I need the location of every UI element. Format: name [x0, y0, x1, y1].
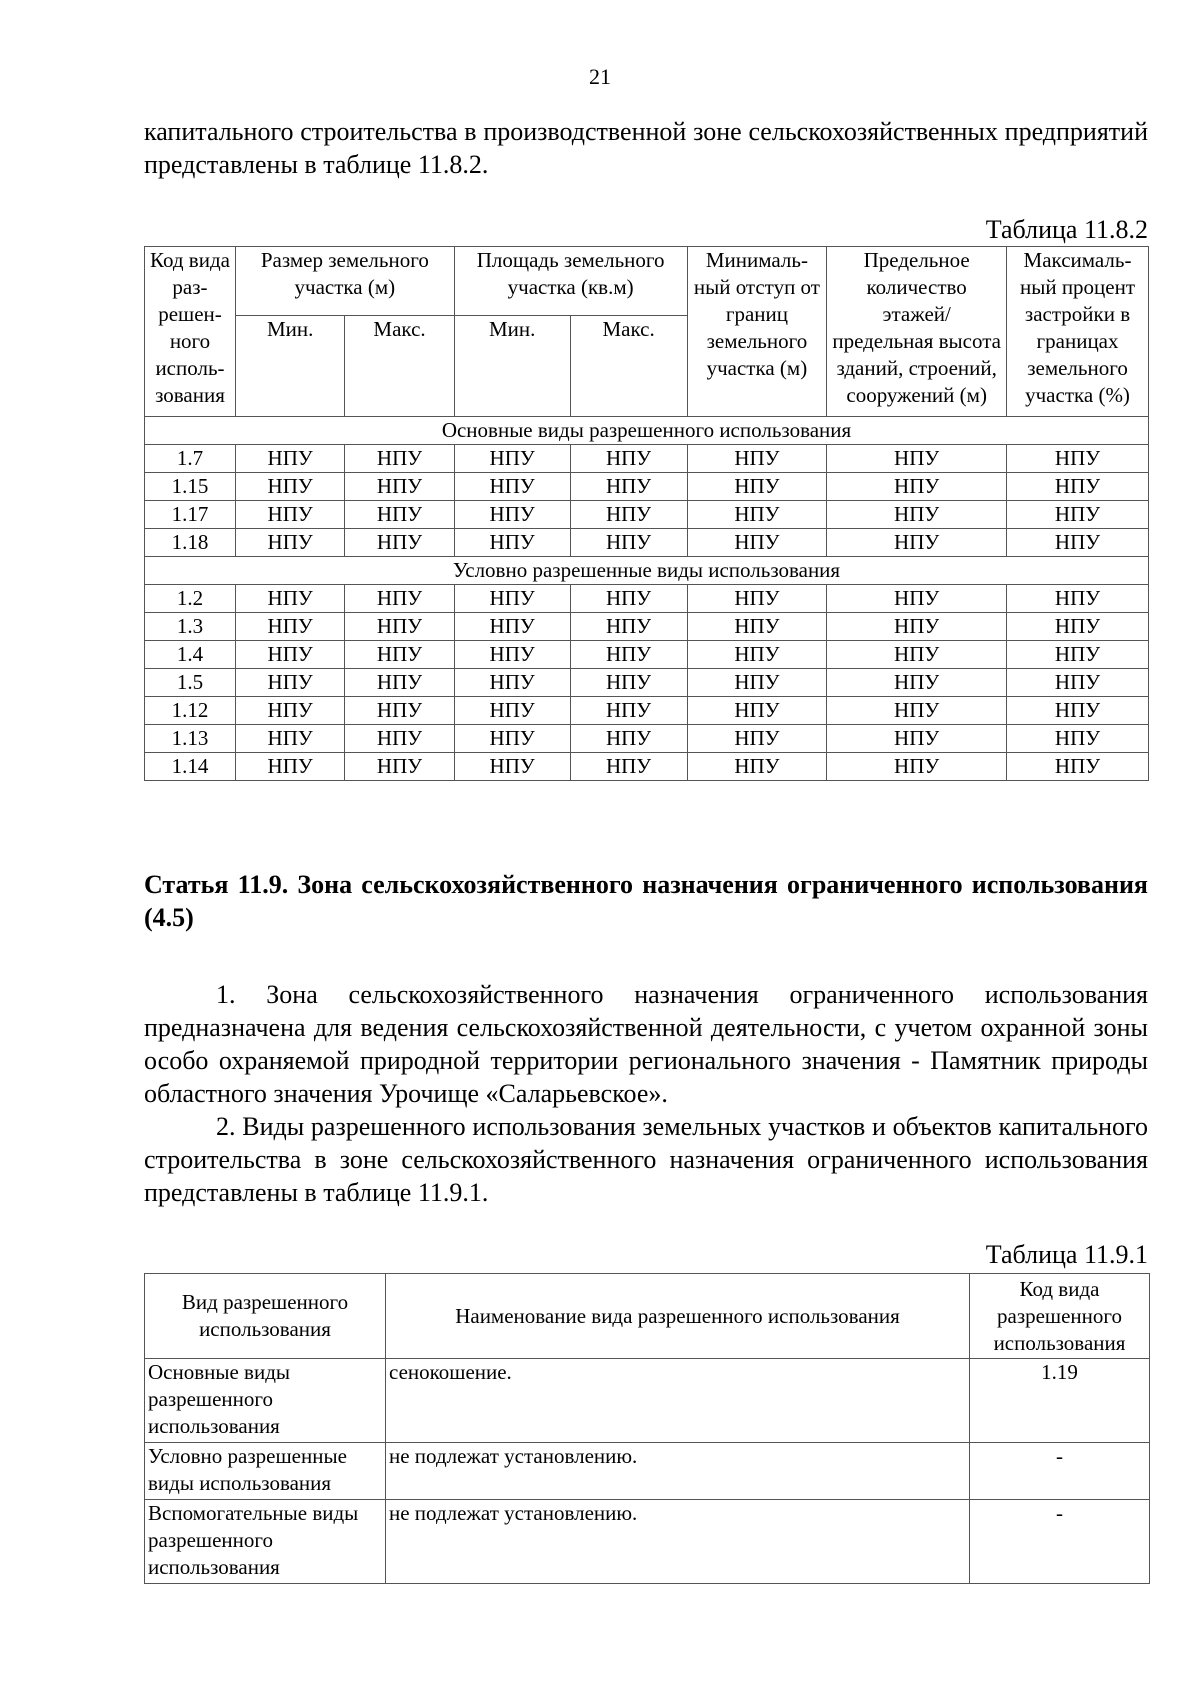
page-number: 21	[589, 64, 611, 89]
code-cell: 1.17	[145, 501, 236, 529]
value-cell: НПУ	[454, 697, 570, 725]
value-cell: НПУ	[687, 753, 827, 781]
table-row	[145, 473, 1149, 501]
section-row	[145, 557, 1149, 585]
value-cell: НПУ	[1007, 501, 1149, 529]
code-cell: 1.12	[145, 697, 236, 725]
code-cell: 1.2	[145, 585, 236, 613]
kind-cell: Основные виды разрешенного использования	[145, 1359, 386, 1443]
name-cell: сенокошение.	[386, 1359, 970, 1443]
header-max-coverage: Максималь-ный процент застройки в границах земельного участка (%)	[1007, 247, 1149, 417]
table-row	[145, 501, 1149, 529]
value-cell: НПУ	[687, 641, 827, 669]
header-min-setback: Минималь-ный отступ от границ земельного участка (м)	[687, 247, 827, 417]
value-cell: НПУ	[1007, 613, 1149, 641]
article-body	[144, 978, 1148, 1209]
table-row	[145, 697, 1149, 725]
value-cell: НПУ	[687, 445, 827, 473]
value-cell: НПУ	[1007, 585, 1149, 613]
value-cell: НПУ	[235, 669, 344, 697]
value-cell: НПУ	[570, 501, 687, 529]
code-cell: 1.14	[145, 753, 236, 781]
code-cell: -	[970, 1443, 1150, 1500]
value-cell: НПУ	[235, 753, 344, 781]
value-cell: НПУ	[687, 529, 827, 557]
value-cell: НПУ	[1007, 529, 1149, 557]
value-cell: НПУ	[454, 473, 570, 501]
value-cell: НПУ	[345, 613, 454, 641]
value-cell: НПУ	[570, 641, 687, 669]
value-cell: НПУ	[454, 585, 570, 613]
value-cell: НПУ	[345, 445, 454, 473]
header-kind: Вид разрешенного использования	[145, 1274, 386, 1359]
table-caption: Таблица 11.8.2	[985, 215, 1148, 244]
value-cell: НПУ	[687, 725, 827, 753]
value-cell: НПУ	[827, 725, 1007, 753]
paragraph: 2. Виды разрешенного использования земельных участков и объектов капитального строительства в зоне сельскохозяйственного назначения ограниченного использования представлены в таблице 11.9.1.	[144, 1112, 1148, 1207]
value-cell: НПУ	[235, 613, 344, 641]
value-cell: НПУ	[235, 445, 344, 473]
code-cell: 1.4	[145, 641, 236, 669]
header-min: Мин.	[235, 316, 344, 417]
value-cell: НПУ	[235, 725, 344, 753]
header-min: Мин.	[454, 316, 570, 417]
value-cell: НПУ	[235, 585, 344, 613]
value-cell: НПУ	[827, 473, 1007, 501]
value-cell: НПУ	[827, 753, 1007, 781]
header-max-floors: Предельное количество этажей/ предельная высота зданий, строений, сооружений (м)	[827, 247, 1007, 417]
value-cell: НПУ	[1007, 445, 1149, 473]
table-row	[145, 1359, 1150, 1443]
table-row	[145, 1500, 1150, 1584]
value-cell: НПУ	[827, 697, 1007, 725]
value-cell: НПУ	[454, 501, 570, 529]
value-cell: НПУ	[345, 501, 454, 529]
table-row	[145, 725, 1149, 753]
value-cell: НПУ	[687, 473, 827, 501]
code-cell: 1.3	[145, 613, 236, 641]
header-name: Наименование вида разрешенного использования	[386, 1274, 970, 1359]
value-cell: НПУ	[687, 585, 827, 613]
value-cell: НПУ	[345, 585, 454, 613]
value-cell: НПУ	[454, 641, 570, 669]
value-cell: НПУ	[1007, 725, 1149, 753]
code-cell: -	[970, 1500, 1150, 1584]
header-code: Код вида разрешенного использования	[970, 1274, 1150, 1359]
table-row	[145, 641, 1149, 669]
intro-paragraph: капитального строительства в производственной зоне сельскохозяйственных предприятий представлены в таблице 11.8.2.	[144, 117, 1148, 179]
table-row	[145, 669, 1149, 697]
value-cell: НПУ	[1007, 697, 1149, 725]
value-cell: НПУ	[1007, 669, 1149, 697]
value-cell: НПУ	[570, 753, 687, 781]
value-cell: НПУ	[687, 501, 827, 529]
value-cell: НПУ	[235, 501, 344, 529]
value-cell: НПУ	[454, 669, 570, 697]
value-cell: НПУ	[827, 585, 1007, 613]
value-cell: НПУ	[345, 473, 454, 501]
value-cell: НПУ	[454, 613, 570, 641]
value-cell: НПУ	[687, 697, 827, 725]
value-cell: НПУ	[687, 669, 827, 697]
permitted-use-table	[144, 1273, 1150, 1584]
section-title: Условно разрешенные виды использования	[145, 557, 1149, 585]
value-cell: НПУ	[570, 445, 687, 473]
value-cell: НПУ	[1007, 641, 1149, 669]
value-cell: НПУ	[570, 529, 687, 557]
table-row	[145, 529, 1149, 557]
zone-parameters-table	[144, 246, 1149, 781]
name-cell: не подлежат установлению.	[386, 1443, 970, 1500]
header-code: Код вида раз-решен-ного исполь-зования	[145, 247, 236, 417]
value-cell: НПУ	[235, 473, 344, 501]
table-row	[145, 1443, 1150, 1500]
code-cell: 1.19	[970, 1359, 1150, 1443]
value-cell: НПУ	[345, 641, 454, 669]
value-cell: НПУ	[570, 473, 687, 501]
value-cell: НПУ	[570, 725, 687, 753]
value-cell: НПУ	[345, 529, 454, 557]
code-cell: 1.15	[145, 473, 236, 501]
value-cell: НПУ	[827, 529, 1007, 557]
value-cell: НПУ	[827, 669, 1007, 697]
value-cell: НПУ	[687, 613, 827, 641]
kind-cell: Вспомогательные виды разрешенного использования	[145, 1500, 386, 1584]
value-cell: НПУ	[570, 585, 687, 613]
value-cell: НПУ	[570, 697, 687, 725]
value-cell: НПУ	[827, 501, 1007, 529]
table-body	[145, 417, 1149, 781]
value-cell: НПУ	[235, 529, 344, 557]
value-cell: НПУ	[454, 725, 570, 753]
value-cell: НПУ	[570, 613, 687, 641]
header-plot-area: Площадь земельного участка (кв.м)	[454, 247, 687, 316]
table-row	[145, 753, 1149, 781]
value-cell: НПУ	[235, 697, 344, 725]
header-max: Макс.	[345, 316, 454, 417]
value-cell: НПУ	[345, 725, 454, 753]
paragraph: 1. Зона сельскохозяйственного назначения ограниченного использования предназначена для ведения сельскохозяйственной деятельности, с учетом охранной зоны особо охраняемой природной территории регионального значения - Памятник природы областного значения Урочище «Саларьевское».	[144, 980, 1148, 1108]
value-cell: НПУ	[345, 697, 454, 725]
value-cell: НПУ	[827, 641, 1007, 669]
value-cell: НПУ	[1007, 753, 1149, 781]
value-cell: НПУ	[570, 669, 687, 697]
table-row	[145, 445, 1149, 473]
value-cell: НПУ	[454, 445, 570, 473]
section-row	[145, 417, 1149, 445]
value-cell: НПУ	[827, 613, 1007, 641]
value-cell: НПУ	[345, 753, 454, 781]
value-cell: НПУ	[1007, 473, 1149, 501]
header-plot-size: Размер земельного участка (м)	[235, 247, 454, 316]
table-row	[145, 585, 1149, 613]
table-caption: Таблица 11.9.1	[985, 1240, 1148, 1269]
name-cell: не подлежат установлению.	[386, 1500, 970, 1584]
value-cell: НПУ	[345, 669, 454, 697]
code-cell: 1.7	[145, 445, 236, 473]
value-cell: НПУ	[454, 529, 570, 557]
table-row	[145, 613, 1149, 641]
value-cell: НПУ	[827, 445, 1007, 473]
value-cell: НПУ	[235, 641, 344, 669]
code-cell: 1.13	[145, 725, 236, 753]
kind-cell: Условно разрешенные виды использования	[145, 1443, 386, 1500]
section-title: Основные виды разрешенного использования	[145, 417, 1149, 445]
article-heading: Статья 11.9. Зона сельскохозяйственного назначения ограниченного использования (4.5)	[144, 870, 1148, 932]
value-cell: НПУ	[454, 753, 570, 781]
code-cell: 1.18	[145, 529, 236, 557]
code-cell: 1.5	[145, 669, 236, 697]
header-max: Макс.	[570, 316, 687, 417]
